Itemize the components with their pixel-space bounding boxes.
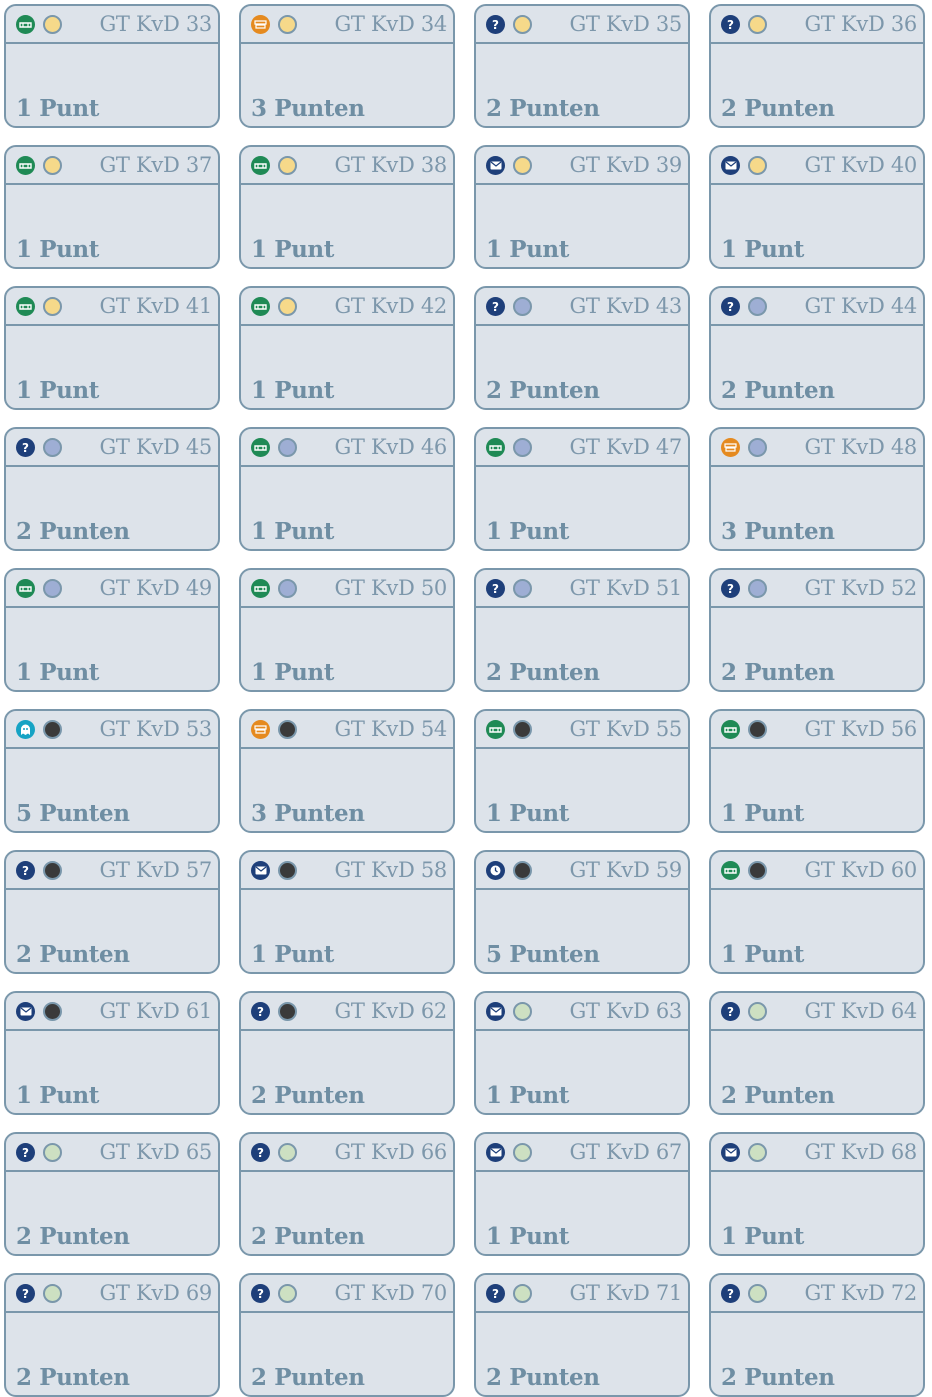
score-card [709,568,925,692]
card-header [711,1134,923,1172]
card-header [476,852,688,890]
card-header [241,711,453,749]
card-points: 5 Punten [486,941,600,968]
mail-icon [486,156,505,175]
card-title: GT KvD 72 [804,1281,917,1305]
question-icon: ? [251,1002,270,1021]
card-title: GT KvD 58 [334,858,447,882]
score-card [239,709,455,833]
score-card [239,145,455,269]
bridge-icon [251,579,270,598]
color-dot-yellow [278,297,297,316]
color-dot-blue [43,579,62,598]
card-header [476,147,688,185]
card-title: GT KvD 69 [99,1281,212,1305]
question-icon: ? [16,861,35,880]
card-header [6,1275,218,1313]
card-title: GT KvD 42 [334,294,447,318]
color-dot-blue [513,438,532,457]
card-title: GT KvD 33 [99,12,212,36]
card-points: 1 Punt [721,1223,804,1250]
color-dot-black [278,861,297,880]
color-dot-green [748,1143,767,1162]
card-points: 1 Punt [486,1223,569,1250]
color-dot-yellow [43,15,62,34]
card-title: GT KvD 49 [99,576,212,600]
score-card [474,1132,690,1256]
question-icon: ? [16,438,35,457]
card-header [476,993,688,1031]
score-card [239,568,455,692]
card-points: 2 Punten [486,659,600,686]
question-icon: ? [721,1284,740,1303]
card-header [711,288,923,326]
card-header [711,570,923,608]
card-header [476,429,688,467]
card-header [476,6,688,44]
card-title: GT KvD 65 [99,1140,212,1164]
score-card [709,286,925,410]
card-header [711,1275,923,1313]
color-dot-yellow [513,156,532,175]
color-dot-yellow [278,15,297,34]
question-icon: ? [486,297,505,316]
score-card [239,1273,455,1397]
color-dot-yellow [43,297,62,316]
card-header [711,993,923,1031]
card-header [241,147,453,185]
question-icon: ? [721,579,740,598]
score-card [709,709,925,833]
card-points: 2 Punten [251,1082,365,1109]
card-header [241,570,453,608]
card-title: GT KvD 64 [804,999,917,1023]
card-points: 3 Punten [721,518,835,545]
card-points: 2 Punten [251,1364,365,1391]
bridge-icon [251,156,270,175]
card-points: 1 Punt [251,377,334,404]
score-card [239,427,455,551]
score-card [239,991,455,1115]
score-card [474,850,690,974]
card-header [711,147,923,185]
card-title: GT KvD 71 [569,1281,682,1305]
color-dot-black [513,720,532,739]
color-dot-green [513,1284,532,1303]
card-points: 1 Punt [16,377,99,404]
card-header [476,288,688,326]
color-dot-green [513,1143,532,1162]
card-header [711,852,923,890]
card-header [6,6,218,44]
card-title: GT KvD 45 [99,435,212,459]
score-card [474,1273,690,1397]
card-title: GT KvD 48 [804,435,917,459]
color-dot-yellow [748,156,767,175]
score-card [474,4,690,128]
color-dot-blue [748,438,767,457]
score-card [709,427,925,551]
color-dot-blue [278,438,297,457]
card-header [6,1134,218,1172]
card-title: GT KvD 66 [334,1140,447,1164]
card-title: GT KvD 41 [99,294,212,318]
card-title: GT KvD 68 [804,1140,917,1164]
score-card [4,286,220,410]
card-points: 1 Punt [251,518,334,545]
card-points: 1 Punt [486,1082,569,1109]
score-card [474,145,690,269]
color-dot-green [278,1143,297,1162]
card-title: GT KvD 70 [334,1281,447,1305]
score-card [474,709,690,833]
card-points: 2 Punten [721,377,835,404]
card-points: 2 Punten [721,1364,835,1391]
color-dot-yellow [43,156,62,175]
score-card [709,1132,925,1256]
card-header [476,1275,688,1313]
card-points: 2 Punten [16,941,130,968]
card-points: 3 Punten [251,800,365,827]
mail-icon [721,1143,740,1162]
card-points: 2 Punten [486,377,600,404]
bridge-icon [486,438,505,457]
card-title: GT KvD 53 [99,717,212,741]
card-title: GT KvD 39 [569,153,682,177]
layers-icon [251,720,270,739]
card-title: GT KvD 54 [334,717,447,741]
score-card [709,850,925,974]
card-title: GT KvD 57 [99,858,212,882]
card-points: 1 Punt [721,236,804,263]
color-dot-black [278,720,297,739]
layers-icon [251,15,270,34]
card-header [241,993,453,1031]
layers-icon [721,438,740,457]
color-dot-yellow [513,15,532,34]
card-header [711,429,923,467]
color-dot-blue [748,579,767,598]
card-points: 1 Punt [16,236,99,263]
bridge-icon [251,297,270,316]
card-points: 2 Punten [16,1223,130,1250]
bridge-icon [16,579,35,598]
score-card [709,1273,925,1397]
color-dot-black [748,720,767,739]
card-header [241,288,453,326]
color-dot-green [748,1002,767,1021]
color-dot-green [43,1143,62,1162]
question-icon: ? [721,15,740,34]
card-header [6,993,218,1031]
card-points: 3 Punten [251,95,365,122]
card-header [6,711,218,749]
card-title: GT KvD 40 [804,153,917,177]
color-dot-black [43,720,62,739]
bridge-icon [721,861,740,880]
ghost-icon [16,720,35,739]
score-card [4,709,220,833]
color-dot-green [748,1284,767,1303]
card-title: GT KvD 52 [804,576,917,600]
card-title: GT KvD 62 [334,999,447,1023]
card-title: GT KvD 38 [334,153,447,177]
card-points: 2 Punten [486,95,600,122]
card-header [6,852,218,890]
card-title: GT KvD 51 [569,576,682,600]
score-card [4,850,220,974]
card-title: GT KvD 59 [569,858,682,882]
card-title: GT KvD 60 [804,858,917,882]
card-points: 2 Punten [16,518,130,545]
card-title: GT KvD 34 [334,12,447,36]
score-card [4,145,220,269]
score-card [4,427,220,551]
mail-icon [721,156,740,175]
card-title: GT KvD 55 [569,717,682,741]
question-icon: ? [486,15,505,34]
card-points: 1 Punt [721,800,804,827]
card-points: 1 Punt [486,236,569,263]
card-points: 2 Punten [721,95,835,122]
question-icon: ? [251,1143,270,1162]
color-dot-black [43,1002,62,1021]
card-points: 2 Punten [251,1223,365,1250]
card-title: GT KvD 43 [569,294,682,318]
score-card [239,4,455,128]
question-icon: ? [721,297,740,316]
card-header [241,1134,453,1172]
bridge-icon [16,15,35,34]
color-dot-blue [278,579,297,598]
card-points: 2 Punten [16,1364,130,1391]
color-dot-blue [513,579,532,598]
card-points: 1 Punt [16,659,99,686]
card-header [476,1134,688,1172]
card-title: GT KvD 67 [569,1140,682,1164]
card-header [6,288,218,326]
clock-icon [486,861,505,880]
color-dot-black [513,861,532,880]
score-card [4,991,220,1115]
card-title: GT KvD 37 [99,153,212,177]
color-dot-green [278,1284,297,1303]
color-dot-blue [513,297,532,316]
question-icon: ? [16,1284,35,1303]
card-header [241,429,453,467]
question-icon: ? [251,1284,270,1303]
question-icon: ? [721,1002,740,1021]
card-points: 2 Punten [721,1082,835,1109]
card-title: GT KvD 56 [804,717,917,741]
card-header [6,429,218,467]
score-card [4,4,220,128]
score-card [474,427,690,551]
card-points: 1 Punt [16,95,99,122]
card-header [476,711,688,749]
card-points: 1 Punt [16,1082,99,1109]
card-points: 2 Punten [486,1364,600,1391]
score-card [474,286,690,410]
card-title: GT KvD 35 [569,12,682,36]
bridge-icon [251,438,270,457]
color-dot-black [278,1002,297,1021]
color-dot-black [43,861,62,880]
color-dot-black [748,861,767,880]
color-dot-yellow [278,156,297,175]
card-title: GT KvD 63 [569,999,682,1023]
card-header [241,6,453,44]
card-header [6,570,218,608]
bridge-icon [486,720,505,739]
card-title: GT KvD 36 [804,12,917,36]
score-card [709,991,925,1115]
card-title: GT KvD 44 [804,294,917,318]
color-dot-blue [43,438,62,457]
card-header [241,852,453,890]
card-title: GT KvD 61 [99,999,212,1023]
score-card [709,4,925,128]
bridge-icon [16,156,35,175]
color-dot-blue [748,297,767,316]
card-points: 1 Punt [721,941,804,968]
bridge-icon [16,297,35,316]
color-dot-yellow [748,15,767,34]
card-title: GT KvD 50 [334,576,447,600]
bridge-icon [721,720,740,739]
score-card [474,568,690,692]
card-points: 2 Punten [721,659,835,686]
card-points: 1 Punt [251,659,334,686]
card-header [241,1275,453,1313]
mail-icon [16,1002,35,1021]
card-points: 1 Punt [251,941,334,968]
question-icon: ? [16,1143,35,1162]
score-card [239,850,455,974]
card-title: GT KvD 46 [334,435,447,459]
card-points: 5 Punten [16,800,130,827]
color-dot-green [43,1284,62,1303]
score-card [4,568,220,692]
card-title: GT KvD 47 [569,435,682,459]
card-header [6,147,218,185]
score-card [4,1132,220,1256]
score-card [709,145,925,269]
score-card [239,286,455,410]
card-header [711,711,923,749]
card-header [476,570,688,608]
card-points: 1 Punt [251,236,334,263]
mail-icon [486,1143,505,1162]
card-points: 1 Punt [486,800,569,827]
score-card [474,991,690,1115]
mail-icon [486,1002,505,1021]
card-header [711,6,923,44]
question-icon: ? [486,1284,505,1303]
score-card [4,1273,220,1397]
score-card [239,1132,455,1256]
question-icon: ? [486,579,505,598]
color-dot-green [513,1002,532,1021]
card-points: 1 Punt [486,518,569,545]
mail-icon [251,861,270,880]
